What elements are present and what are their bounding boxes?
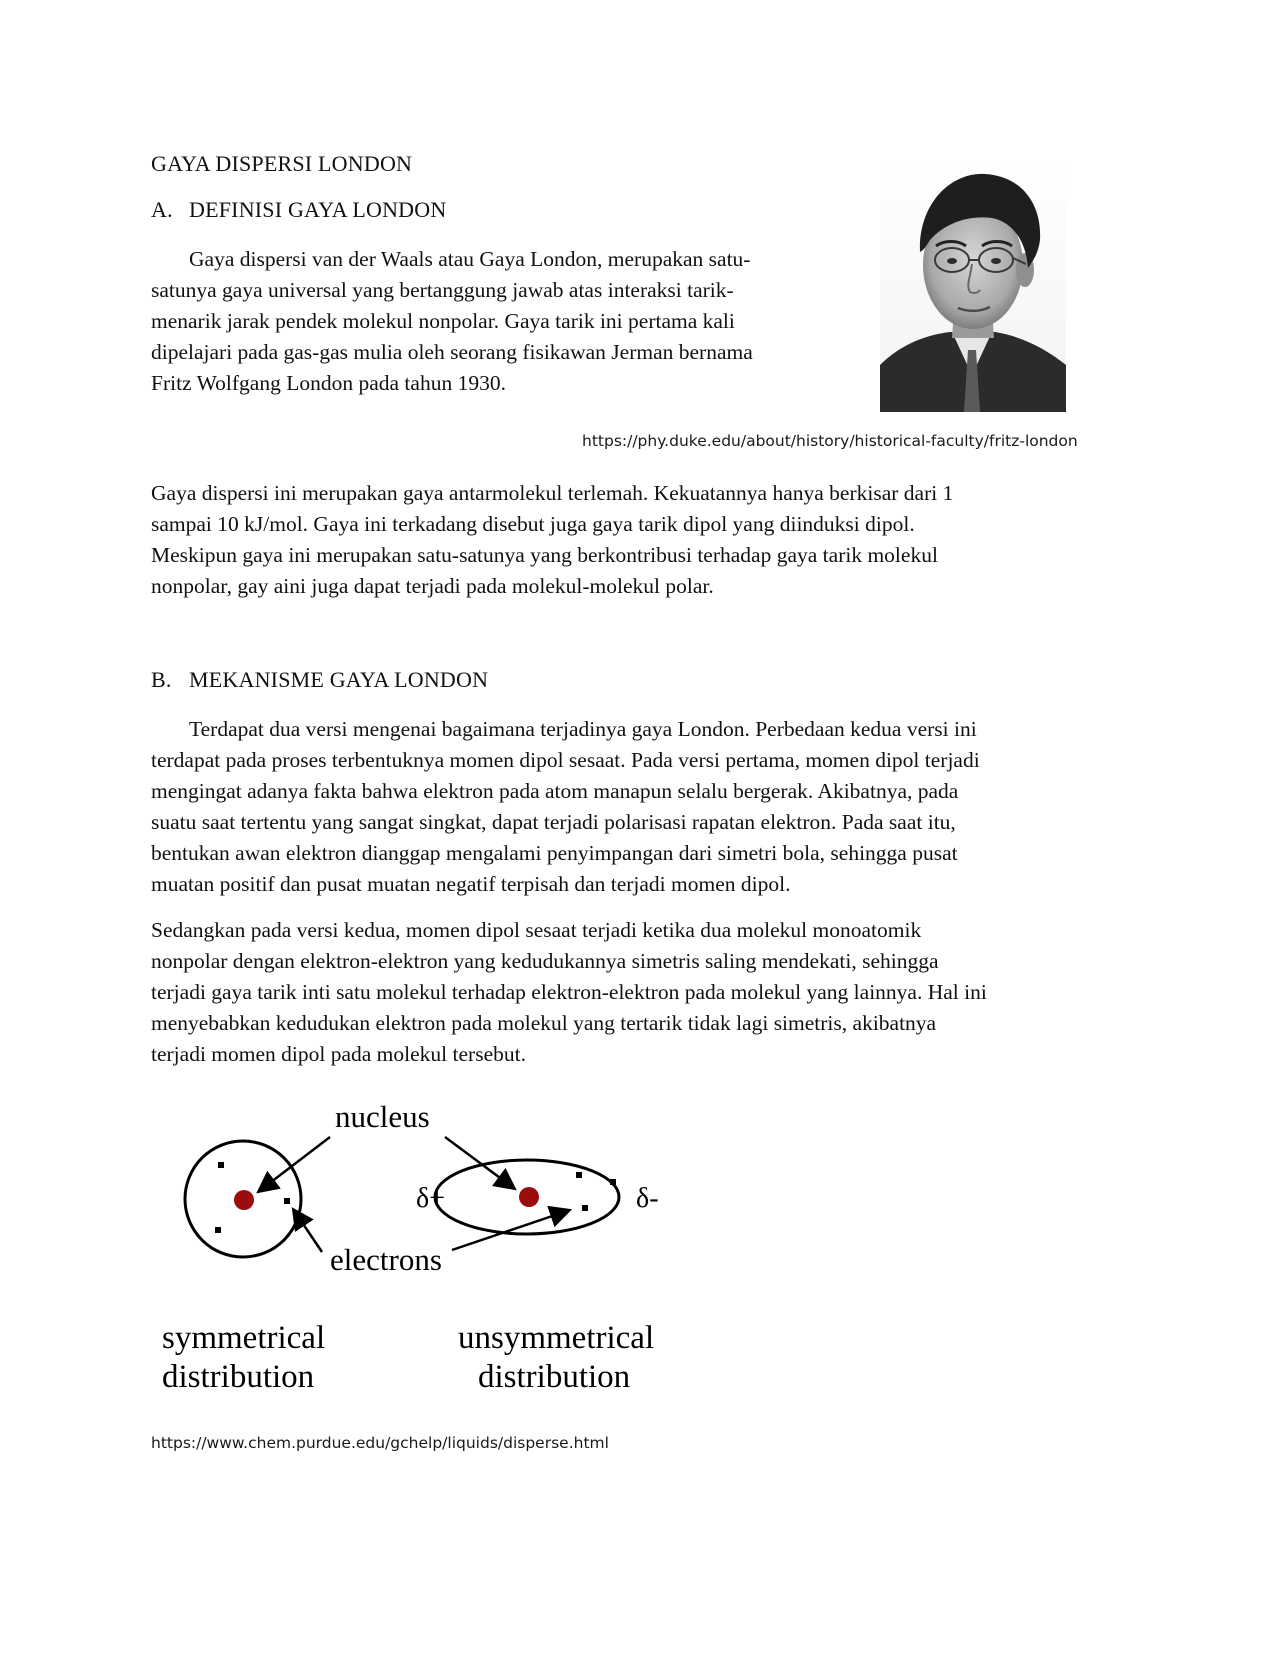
section-b-paragraph-2 <box>151 915 987 1070</box>
electron-dot <box>284 1198 290 1204</box>
delta-plus-label: δ+ <box>416 1183 445 1214</box>
paragraph-line: mengingat adanya fakta bahwa elektron pada atom manapun selalu bergerak. Akibatnya, pada <box>151 779 959 803</box>
section-a-number: A. <box>151 197 173 222</box>
unsymmetric-caption-line1: unsymmetrical <box>458 1320 655 1356</box>
electron-dot <box>576 1172 582 1178</box>
section-a-paragraph-1 <box>151 244 753 399</box>
arrow-to-nucleus-right <box>445 1137 515 1189</box>
arrow-to-electron-left <box>293 1209 322 1252</box>
paragraph-line: nonpolar dengan elektron-elektron yang kedudukannya simetris saling mendekati, sehingga <box>151 949 939 973</box>
arrow-to-electron-right <box>452 1210 570 1250</box>
section-b-number: B. <box>151 667 172 692</box>
paragraph-line: Terdapat dua versi mengenai bagaimana terjadinya gaya London. Perbedaan kedua versi ini <box>189 717 977 741</box>
section-b-title: MEKANISME GAYA LONDON <box>189 667 489 692</box>
electron-dot <box>582 1205 588 1211</box>
section-a-title: DEFINISI GAYA LONDON <box>189 197 447 222</box>
paragraph-line: nonpolar, gay aini juga dapat terjadi pada molekul-molekul polar. <box>151 574 714 598</box>
fritz-london-portrait <box>880 160 1066 412</box>
electron-dot <box>610 1179 616 1185</box>
symmetric-caption-line2: distribution <box>162 1359 315 1395</box>
paragraph-line: muatan positif dan pusat muatan negatif terpisah dan terjadi momen dipol. <box>151 872 791 896</box>
section-a-heading <box>151 197 446 223</box>
photo-source-url: https://phy.duke.edu/about/history/historical-faculty/fritz-london <box>582 432 1078 450</box>
paragraph-line: Meskipun gaya ini merupakan satu-satunya yang berkontribusi terhadap gaya tarik molekul <box>151 543 938 567</box>
nucleus-dot-right <box>519 1187 539 1207</box>
electron-dot <box>218 1162 224 1168</box>
paragraph-line: dipelajari pada gas-gas mulia oleh seorang fisikawan Jerman bernama <box>151 340 753 364</box>
symmetric-caption-line1: symmetrical <box>162 1320 326 1356</box>
electrons-label: electrons <box>330 1242 442 1277</box>
paragraph-line: menarik jarak pendek molekul nonpolar. Gaya tarik ini pertama kali <box>151 309 735 333</box>
paragraph-line: terdapat pada proses terbentuknya momen dipol sesaat. Pada versi pertama, momen dipol terjadi <box>151 748 980 772</box>
paragraph-line: Fritz Wolfgang London pada tahun 1930. <box>151 371 506 395</box>
document-title: GAYA DISPERSI LONDON <box>151 151 413 176</box>
nucleus-dot-left <box>234 1190 254 1210</box>
paragraph-line: Gaya dispersi ini merupakan gaya antarmolekul terlemah. Kekuatannya hanya berkisar dari 1 <box>151 481 954 505</box>
section-a-paragraph-2 <box>151 478 953 602</box>
electron-dot <box>215 1227 221 1233</box>
paragraph-line: terjadi gaya tarik inti satu molekul terhadap elektron-elektron pada molekul yang lainnya. Hal ini <box>151 980 987 1004</box>
paragraph-line: menyebabkan kedudukan elektron pada molekul yang tertarik tidak lagi simetris, akibatnya <box>151 1011 937 1035</box>
paragraph-line: satunya gaya universal yang bertanggung jawab atas interaksi tarik- <box>151 278 734 302</box>
nucleus-label: nucleus <box>335 1099 430 1134</box>
section-b-paragraph-1 <box>151 714 980 900</box>
paragraph-line: Gaya dispersi van der Waals atau Gaya London, merupakan satu- <box>189 247 751 271</box>
section-b-heading <box>151 667 488 693</box>
dispersion-diagram <box>150 1092 710 1422</box>
paragraph-line: bentukan awan elektron dianggap mengalami penyimpangan dari simetri bola, sehingga pusat <box>151 841 958 865</box>
delta-minus-label: δ- <box>636 1183 659 1214</box>
unsymmetric-caption-line2: distribution <box>478 1359 631 1395</box>
paragraph-line: Sedangkan pada versi kedua, momen dipol sesaat terjadi ketika dua molekul monoatomik <box>151 918 922 942</box>
diagram-source-url: https://www.chem.purdue.edu/gchelp/liquids/disperse.html <box>151 1434 609 1452</box>
paragraph-line: terjadi momen dipol pada molekul tersebut. <box>151 1042 526 1066</box>
paragraph-line: suatu saat tertentu yang sangat singkat, dapat terjadi polarisasi rapatan elektron. Pada saat itu, <box>151 810 956 834</box>
paragraph-line: sampai 10 kJ/mol. Gaya ini terkadang disebut juga gaya tarik dipol yang diinduksi dipol. <box>151 512 915 536</box>
arrow-to-nucleus-left <box>258 1137 330 1192</box>
